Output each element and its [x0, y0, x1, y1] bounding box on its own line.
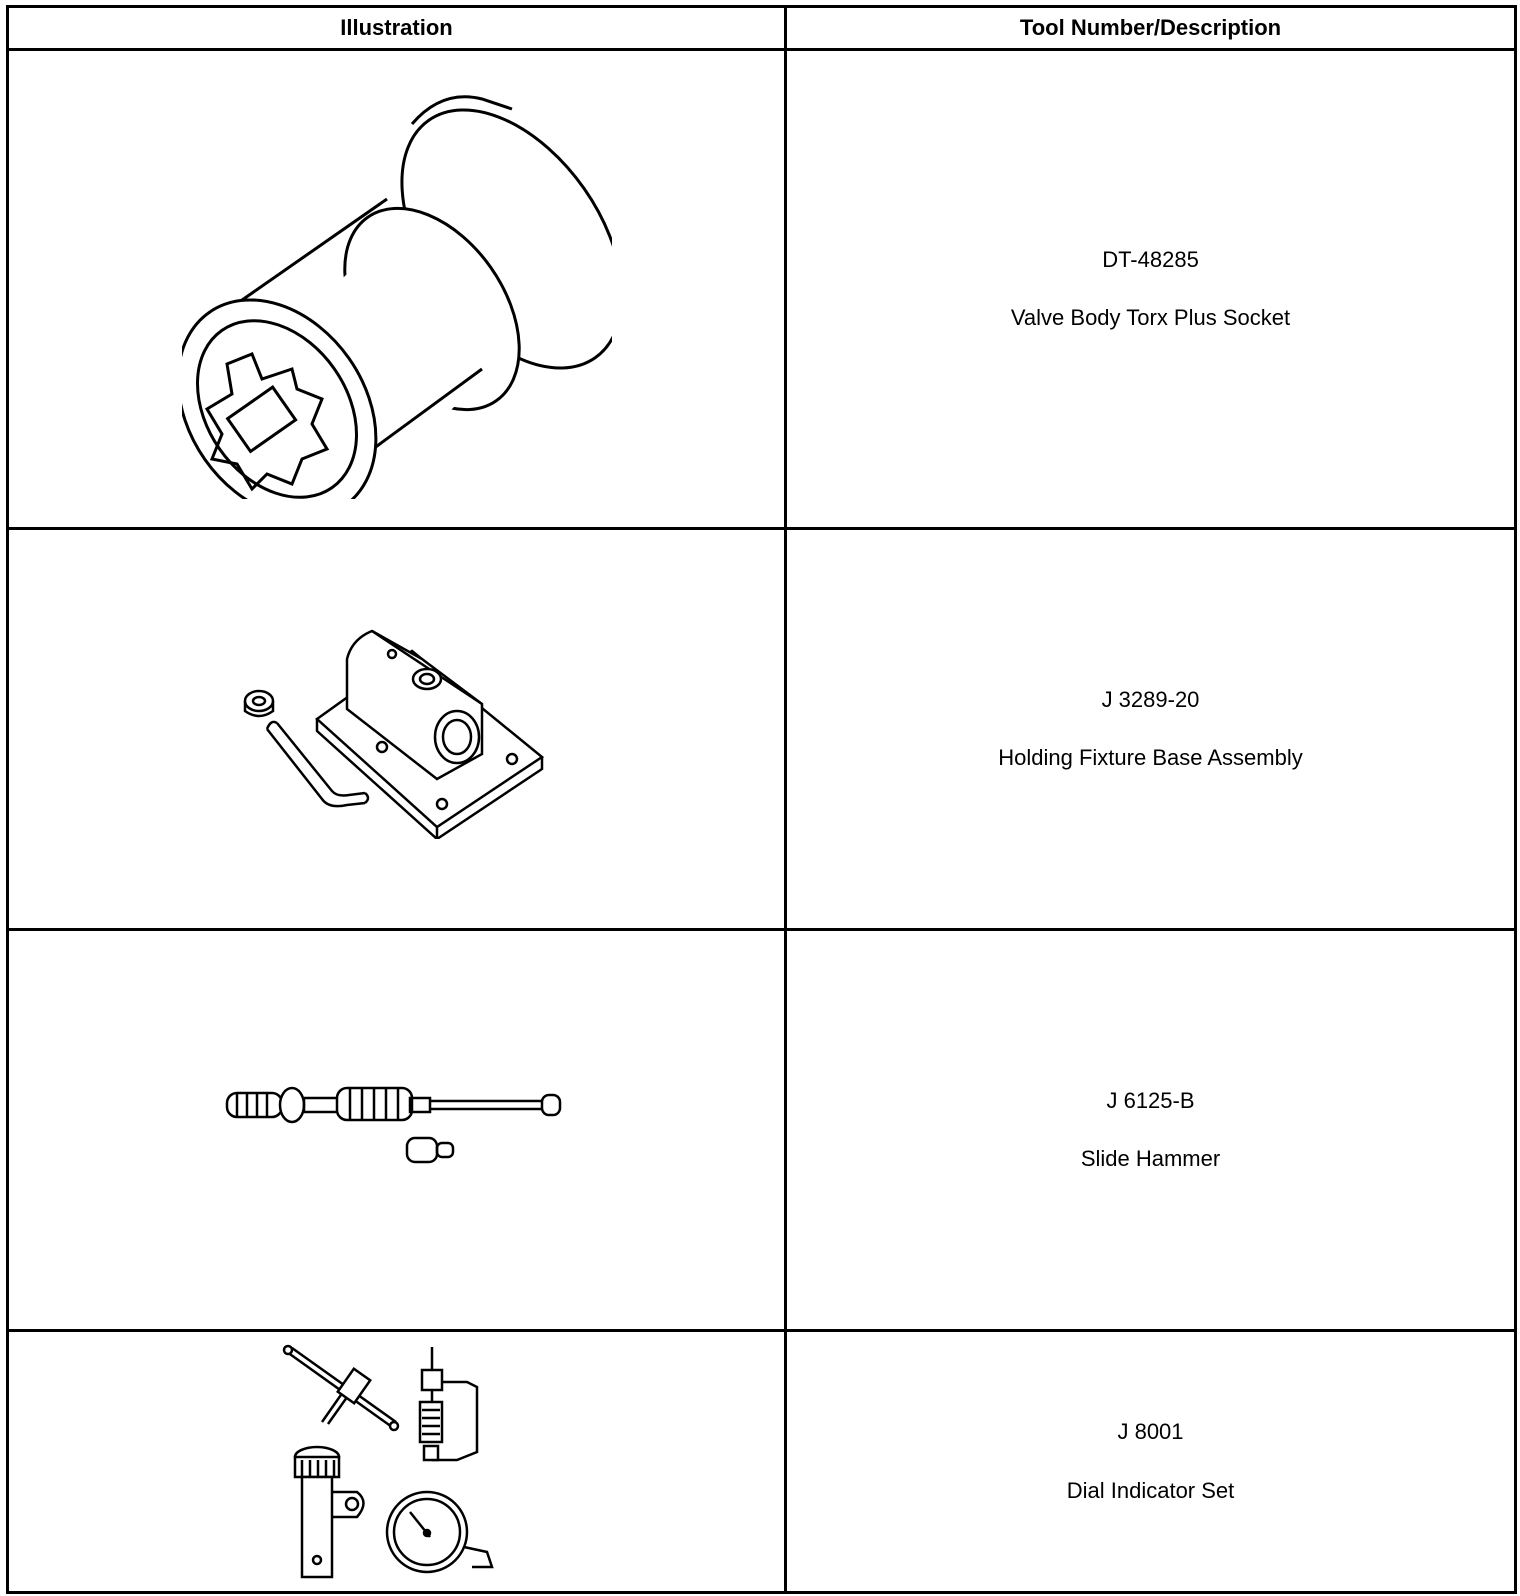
tool-number: J 6125-B [1106, 1087, 1195, 1113]
description-cell [786, 930, 1516, 1331]
tool-description: Holding Fixture Base Assembly [998, 745, 1303, 770]
tool-number: J 8001 [1117, 1419, 1184, 1445]
special-tools-table [6, 5, 1517, 1594]
table-row [8, 50, 1516, 529]
torx-socket-icon [182, 79, 612, 499]
holding-fixture-icon [237, 619, 557, 839]
description-cell [786, 1331, 1516, 1593]
illustration-cell [8, 930, 786, 1331]
description-cell [786, 529, 1516, 930]
tool-description: Dial Indicator Set [1066, 1477, 1235, 1503]
dial-indicator-set-icon [282, 1342, 512, 1582]
tool-description: Slide Hammer [1080, 1146, 1221, 1171]
illustration-cell [8, 50, 786, 529]
table-row [8, 930, 1516, 1331]
table-header-row [8, 7, 1516, 50]
tool-number: DT-48285 [1102, 246, 1199, 272]
table-row [8, 1331, 1516, 1593]
illustration-cell [8, 1331, 786, 1593]
header-description: Tool Number/Description [786, 7, 1516, 50]
illustration-cell [8, 529, 786, 930]
description-cell [786, 50, 1516, 529]
table-row [8, 529, 1516, 930]
header-illustration: Illustration [8, 7, 786, 50]
tool-number: J 3289-20 [1101, 686, 1200, 712]
tool-description: Valve Body Torx Plus Socket [1010, 305, 1291, 330]
slide-hammer-icon [222, 1080, 572, 1180]
